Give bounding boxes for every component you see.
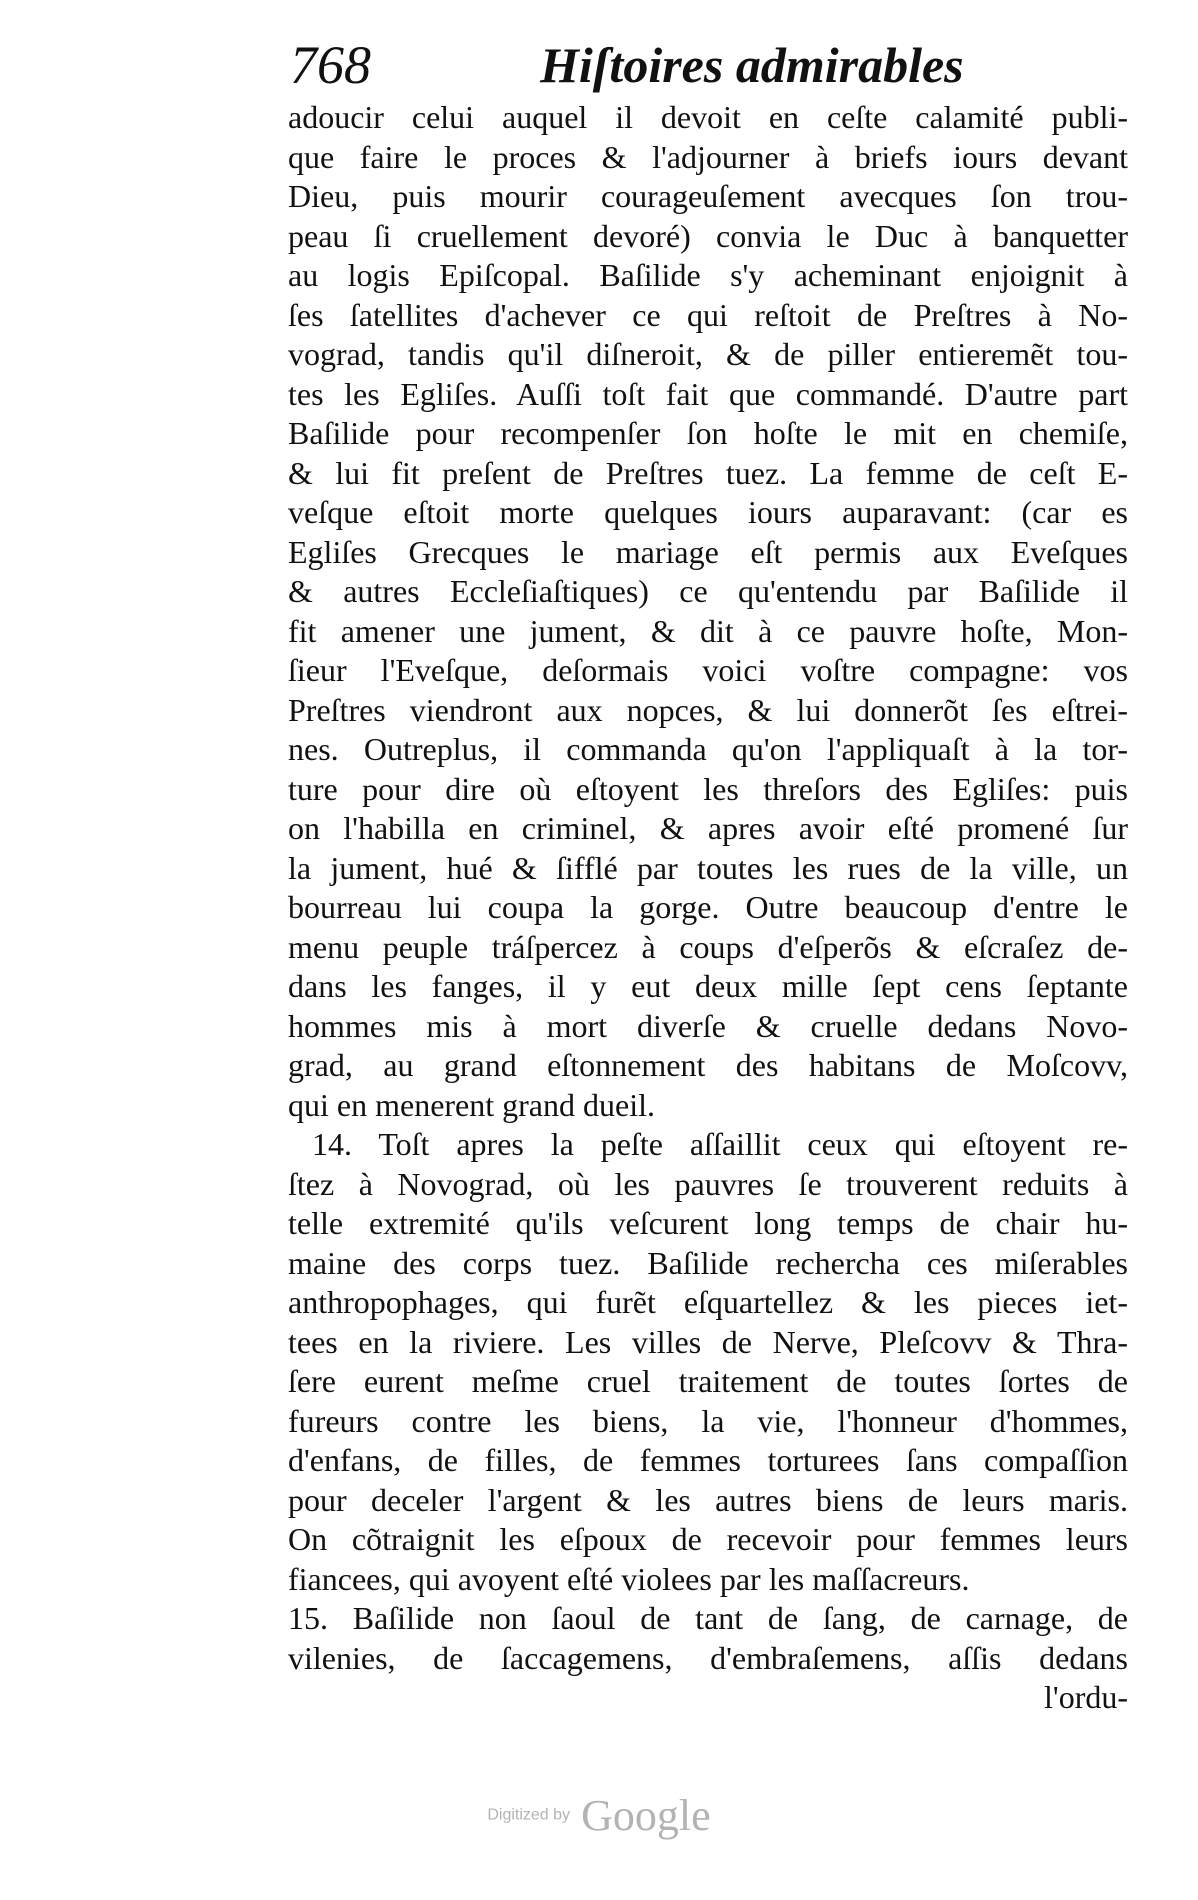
text-line: ſieur l'Eveſque, deſormais voici voſtre compagne: vos: [288, 652, 1128, 688]
text-line: dans les fanges, il y eut deux mille ſept cens ſeptante: [288, 968, 1128, 1004]
body-text: [288, 98, 1128, 1718]
text-line: fiancees, qui avoyent eſté violees par les maſſacreurs.: [288, 1560, 970, 1597]
text-line: ſere eurent meſme cruel traitement de toutes ſortes de: [288, 1363, 1128, 1399]
text-line: bourreau lui coupa la gorge. Outre beaucoup d'entre le: [288, 889, 1128, 925]
text-line: fureurs contre les biens, la vie, l'honneur d'hommes,: [288, 1402, 1128, 1439]
text-line: grad, au grand eſtonnement des habitans de Moſcovv,: [288, 1047, 1128, 1083]
paragraph-start-line: 14. Toſt apres la peſte aſſaillit ceux qui eſtoyent re-: [312, 1126, 1128, 1162]
text-line: que faire le proces & l'adjourner à briefs iours devant: [288, 138, 1128, 175]
text-line: ture pour dire où eſtoyent les threſors des Egliſes: puis: [288, 770, 1128, 807]
text-line: tes les Egliſes. Auſſi toſt fait que commandé. D'autre part: [288, 375, 1128, 412]
text-line: vilenies, de ſaccagemens, d'embraſemens, aſſis dedans: [288, 1639, 1128, 1676]
text-line: tees en la riviere. Les villes de Nerve, Pleſcovv & Thra-: [288, 1323, 1128, 1360]
text-line: d'enfans, de filles, de femmes torturees ſans compaſſion: [288, 1442, 1128, 1478]
text-line: & lui fit preſent de Preſtres tuez. La femme de ceſt E-: [288, 454, 1128, 491]
text-line: fit amener une jument, & dit à ce pauvre hoſte, Mon-: [288, 612, 1128, 649]
google-logo: Google: [581, 1791, 711, 1840]
text-line: telle extremité qu'ils veſcurent long temps de chair hu-: [288, 1205, 1128, 1241]
text-line: veſque eſtoit morte quelques iours auparavant: (car es: [288, 494, 1128, 530]
digitization-watermark: [0, 1790, 1198, 1841]
paragraph-start-line: 15. Baſilide non ſaoul de tant de ſang, de carnage, de: [288, 1600, 1128, 1636]
text-line: Egliſes Grecques le mariage eſt permis aux Eveſques: [288, 533, 1128, 570]
catchword: l'ordu-: [1044, 1679, 1128, 1715]
text-line: pour deceler l'argent & les autres biens de leurs maris.: [288, 1481, 1128, 1518]
text-line: menu peuple tráſpercez à coups d'eſperõs & eſcraſez de-: [288, 928, 1128, 965]
text-line: On cõtraignit les eſpoux de recevoir pour femmes leurs: [288, 1521, 1128, 1557]
text-line: vograd, tandis qu'il diſneroit, & de piller entieremẽt tou-: [288, 336, 1128, 372]
text-line: hommes mis à mort diverſe & cruelle dedans Novo-: [288, 1007, 1128, 1044]
text-line: Dieu, puis mourir courageuſement avecques ſon trou-: [288, 178, 1128, 214]
text-line: qui en menerent grand dueil.: [288, 1086, 655, 1123]
text-line: maine des corps tuez. Baſilide rechercha ces miſerables: [288, 1244, 1128, 1281]
watermark-prefix: Digitized by: [487, 1806, 571, 1824]
text-line: nes. Outreplus, il commanda qu'on l'appliquaſt à la tor-: [288, 731, 1128, 767]
text-line: au logis Epiſcopal. Baſilide s'y acheminant enjoignit à: [288, 257, 1128, 293]
text-line: Preſtres viendront aux nopces, & lui donnerõt ſes eſtrei-: [288, 691, 1128, 728]
text-line: & autres Eccleſiaſtiques) ce qu'entendu par Baſilide il: [288, 573, 1128, 609]
text-line: ſtez à Novograd, où les pauvres ſe trouverent reduits à: [288, 1165, 1128, 1202]
text-line: adoucir celui auquel il devoit en ceſte calamité publi-: [288, 99, 1128, 135]
text-line: ſes ſatellites d'achever ce qui reſtoit de Preſtres à No-: [288, 296, 1128, 333]
text-line: la jument, hué & ſifflé par toutes les rues de la ville, un: [288, 849, 1128, 886]
text-line: Baſilide pour recompenſer ſon hoſte le mit en chemiſe,: [288, 415, 1128, 451]
text-line: on l'habilla en criminel, & apres avoir eſté promené ſur: [288, 810, 1128, 846]
page-number: 768: [290, 35, 371, 95]
text-line: anthropophages, qui furẽt eſquartellez & les pieces iet-: [288, 1284, 1128, 1320]
text-line: peau ſi cruellement devoré) convia le Duc à banquetter: [288, 217, 1128, 254]
running-title: Hiſtoires admirables: [540, 37, 964, 93]
running-head: [290, 30, 964, 100]
